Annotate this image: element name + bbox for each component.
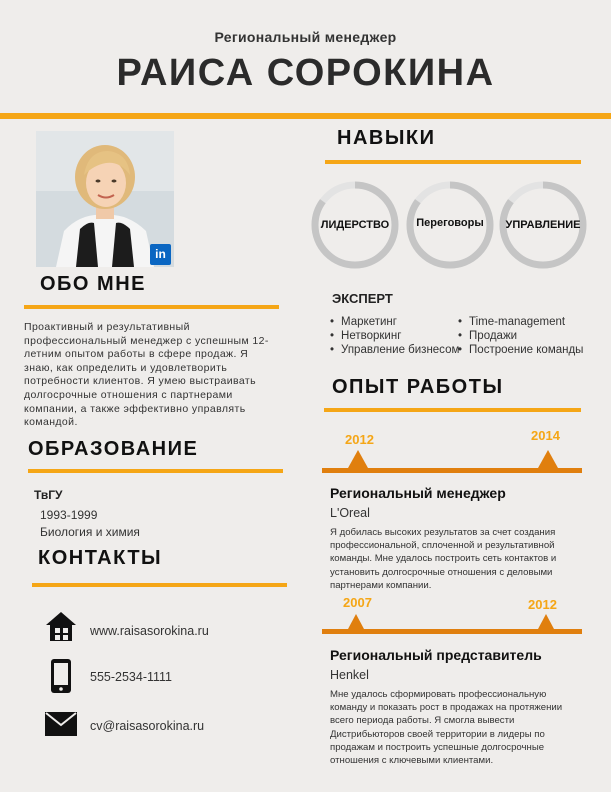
education-years: 1993-1999 [40,508,98,522]
job-2-end-year: 2012 [528,597,557,612]
education-school: ТвГУ [34,488,63,502]
phone-number[interactable]: 555-2534-1111 [90,670,173,684]
page-title: РАИСА СОРОКИНА [116,52,495,94]
list-item: • Управление бизнесом [330,343,459,357]
job-subtitle: Региональный менеджер [214,29,397,45]
job-1-company: L'Oreal [330,506,370,520]
list-item: • Маркетинг [330,315,459,329]
list-item: • Time-management [458,315,583,329]
skill-ring-3 [498,180,588,275]
education-heading: ОБРАЗОВАНИЕ [28,438,199,460]
job-1-start-year: 2012 [345,432,374,447]
job-2-company: Henkel [330,668,369,682]
website-link[interactable]: www.raisasorokina.ru [90,624,209,638]
phone-icon [50,658,72,699]
job-1-description: Я добилась высоких результатов за счет создания профессиональной, сплоченной и результативной команды. Мне удалось построить сеть контактов и установить долгосрочные отношения с деловыми партнерами компании. [330,527,557,591]
education-major: Биология и химия [40,525,140,539]
job-1-end-year: 2014 [531,428,560,443]
contacts-divider [32,583,287,587]
skill-label-1: ЛИДЕРСТВО [320,219,390,231]
experience-divider [324,408,581,412]
job-1-title: Региональный менеджер [330,485,506,501]
envelope-icon [45,712,77,741]
header-divider [0,113,611,119]
list-item: • Построение команды [458,343,583,357]
about-text: Проактивный и результативный профессиональный менеджер с успешным 12-летним опытом работы в сфере продаж. Я знаю, как определить и удовлетворить потребности клиентов. Я умею выстраивать долгосрочные отношения с партнерами компании, а также эффективно управлять командой. [24,321,269,429]
list-item: • Продажи [458,329,583,343]
home-icon [45,610,77,647]
email-link[interactable]: cv@raisasorokina.ru [90,719,205,733]
linkedin-icon[interactable]: in [150,244,171,265]
contacts-heading: КОНТАКТЫ [38,547,163,569]
skills-heading: НАВЫКИ [337,127,436,149]
list-item: • Нетворкинг [330,329,459,343]
job-2-description: Мне удалось сформировать профессиональную команду и показать рост в продажах на протяжении всего периода работы. Я смогла вывести Дистрибьюторов своей территории в лидеры по продажам и построить успешные долгосрочные отношения с ключевыми клиентами. [330,689,563,767]
about-heading: ОБО МНЕ [40,273,146,295]
about-divider [24,305,279,309]
skills-divider [325,160,581,164]
skill-label-3: УПРАВЛЕНИЕ [505,219,581,231]
experience-heading: ОПЫТ РАБОТЫ [332,376,504,398]
skill-ring-1 [310,180,400,275]
job-2-start-year: 2007 [343,595,372,610]
skill-ring-2 [405,180,495,275]
job-2-title: Региональный представитель [330,647,542,663]
skill-label-2: Переговоры [416,217,484,229]
job-2-timeline [322,614,582,636]
expert-list-right [458,315,583,357]
expert-list-left [330,315,459,357]
expert-heading: ЭКСПЕРТ [332,291,393,306]
education-divider [28,469,283,473]
job-1-timeline [322,450,582,474]
